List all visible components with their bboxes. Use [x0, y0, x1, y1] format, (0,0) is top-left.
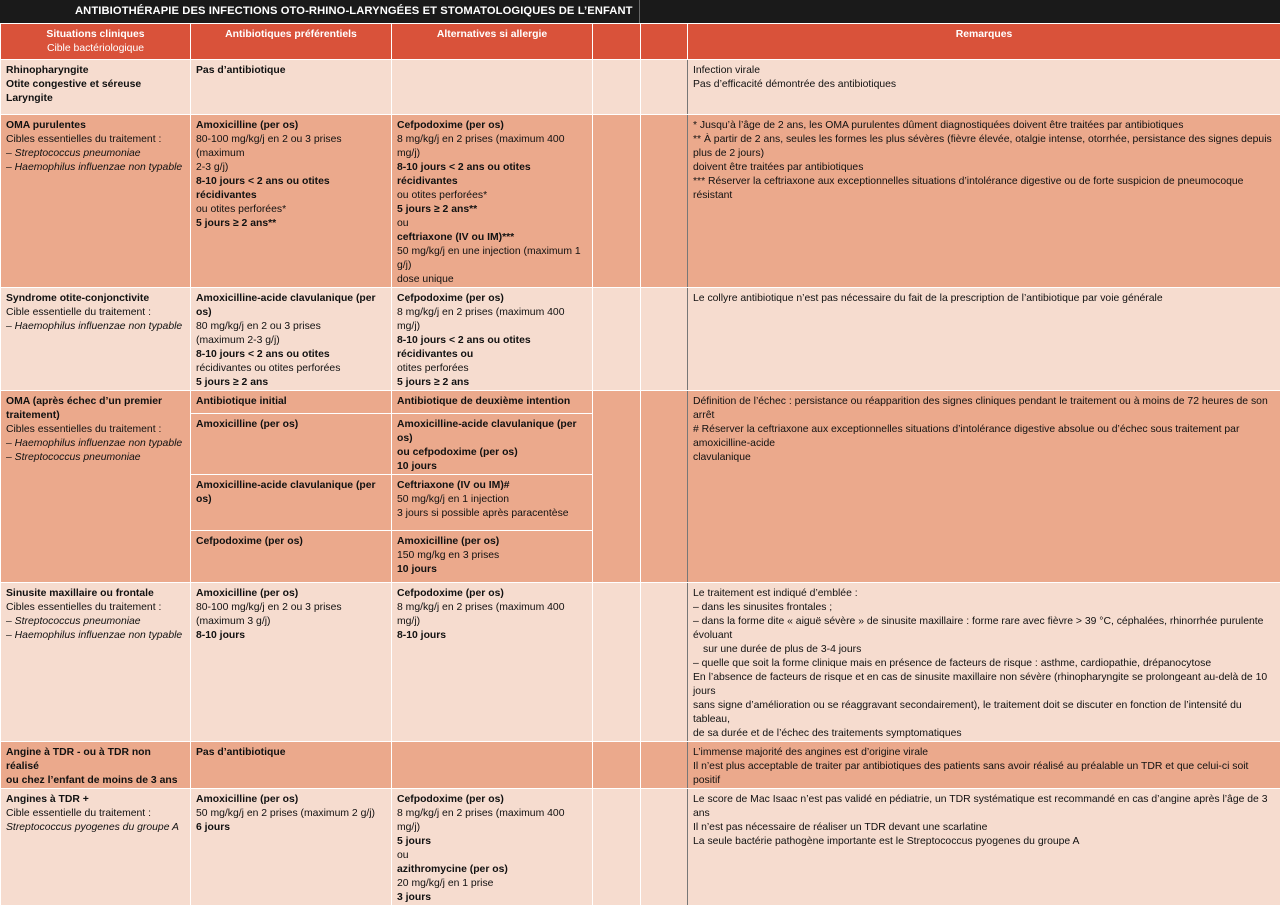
pref-cell: Amoxicilline (per os) 80-100 mg/kg/j en 2 ou 3 prises (maximum 2-3 g/j) 8-10 jours < 2 ans ou otites récidivantes ou otites perforées* 5 jours ≥ 2 ans** — [191, 115, 392, 288]
alt-subheader: Antibiotique de deuxième intention — [392, 391, 593, 414]
table-row — [1, 789, 1280, 906]
alt-cell: Cefpodoxime (per os) 8 mg/kg/j en 2 prises (maximum 400 mg/j) 8-10 jours < 2 ans ou otites récidivantes ou otites perforées 5 jours ≥ 2 ans — [392, 288, 593, 391]
pref-cell: Pas d’antibiotique — [191, 742, 392, 789]
header-preferentiels: Antibiotiques préférentiels — [191, 24, 392, 60]
situation-cell: Sinusite maxillaire ou frontale Cibles essentielles du traitement : – Streptococcus pneumoniae – Haemophilus influenzae non typable — [1, 583, 191, 742]
alt-cell — [392, 742, 593, 789]
pref-subheader: Antibiotique initial — [191, 391, 392, 414]
title-divider — [639, 0, 640, 23]
alt-cell: Cefpodoxime (per os) 8 mg/kg/j en 2 prises (maximum 400 mg/j) 5 jours ou azithromycine (per os) 20 mg/kg/j en 1 prise 3 jours — [392, 789, 593, 906]
header-empty — [641, 24, 688, 60]
header-alternatives: Alternatives si allergie — [392, 24, 593, 60]
situation-cell: Angine à TDR - ou à TDR non réalisé ou chez l’enfant de moins de 3 ans — [1, 742, 191, 789]
situation-cell: OMA purulentes Cibles essentielles du traitement : – Streptococcus pneumoniae – Haemophilus influenzae non typable — [1, 115, 191, 288]
header-remarques: Remarques — [688, 24, 1280, 60]
situation-cell: Rhinopharyngite Otite congestive et séreuse Laryngite — [1, 60, 191, 115]
pref-cell: Cefpodoxime (per os) — [191, 531, 392, 583]
pref-cell: Pas d’antibiotique — [191, 60, 392, 115]
alt-cell: Amoxicilline-acide clavulanique (per os) ou cefpodoxime (per os) 10 jours — [392, 414, 593, 475]
table-row — [1, 288, 1280, 391]
remarks-cell: Infection virale Pas d’efficacité démontrée des antibiotiques — [688, 60, 1280, 115]
table-row — [1, 115, 1280, 288]
remarks-cell: Le score de Mac Isaac n’est pas validé en pédiatrie, un TDR systématique est recommandé en cas d’angine après l’âge de 3 ans Il n’est pas nécessaire de réaliser un TDR devant une scarlatine La seule bactérie pathogène importante est le Streptococcus pyogenes du groupe A — [688, 789, 1280, 906]
table-row — [1, 742, 1280, 789]
antibiotic-table — [0, 23, 1280, 906]
situation-cell: Syndrome otite-conjonctivite Cible essentielle du traitement : – Haemophilus influenzae non typable — [1, 288, 191, 391]
remarks-cell: * Jusqu’à l’âge de 2 ans, les OMA purulentes dûment diagnostiquées doivent être traitées par antibiotiques ** À partir de 2 ans, seules les formes les plus sévères (fièvre élevée, otalgie intense, otorrhée, persistance des signes depuis plus de 2 jours) doivent être traitées par antibiotiques *** Réserver la ceftriaxone aux exceptionnelles situations d’intolérance digestive ou de forte suspicion de pneumocoque résistant — [688, 115, 1280, 288]
alt-cell: Cefpodoxime (per os) 8 mg/kg/j en 2 prises (maximum 400 mg/j) 8-10 jours — [392, 583, 593, 742]
situation-cell: OMA (après échec d’un premier traitement) Cibles essentielles du traitement : – Haemophilus influenzae non typable – Streptococcus pneumoniae — [1, 391, 191, 583]
pref-cell: Amoxicilline (per os) 50 mg/kg/j en 2 prises (maximum 2 g/j) 6 jours — [191, 789, 392, 906]
remarks-cell: L’immense majorité des angines est d’origine virale Il n’est plus acceptable de traiter par antibiotiques des patients sans avoir réalisé au préalable un TDR et que celui-ci soit positif — [688, 742, 1280, 789]
pref-cell: Amoxicilline-acide clavulanique (per os) 80 mg/kg/j en 2 ou 3 prises (maximum 2-3 g/j) 8-10 jours < 2 ans ou otites récidivantes ou otites perforées 5 jours ≥ 2 ans — [191, 288, 392, 391]
page-title: ANTIBIOTHÉRAPIE DES INFECTIONS OTO-RHINO-LARYNGÉES ET STOMATOLOGIQUES DE L’ENFANT — [75, 0, 633, 23]
header-row — [1, 24, 1280, 60]
alt-cell — [392, 60, 593, 115]
alt-cell: Cefpodoxime (per os) 8 mg/kg/j en 2 prises (maximum 400 mg/j) 8-10 jours < 2 ans ou otites récidivantes ou otites perforées* 5 jours ≥ 2 ans** ou ceftriaxone (IV ou IM)*** 50 mg/kg/j en une injection (maximum 1 g/j) dose unique — [392, 115, 593, 288]
header-empty — [593, 24, 641, 60]
table-row — [1, 60, 1280, 115]
header-situations: Situations cliniques Cible bactériologique — [1, 24, 191, 60]
pref-cell: Amoxicilline (per os) — [191, 414, 392, 475]
alt-cell: Ceftriaxone (IV ou IM)# 50 mg/kg/j en 1 injection 3 jours si possible après paracentèse — [392, 475, 593, 531]
remarks-cell: Le collyre antibiotique n’est pas nécessaire du fait de la prescription de l’antibiotique par voie générale — [688, 288, 1280, 391]
table-row — [1, 583, 1280, 742]
remarks-cell: Définition de l’échec : persistance ou réapparition des signes cliniques pendant le traitement ou à moins de 72 heures de son arrêt # Réserver la ceftriaxone aux exceptionnelles situations d’intolérance digestive absolue ou d’échec sous traitement par amoxicilline-acide clavulanique — [688, 391, 1280, 583]
alt-cell: Amoxicilline (per os) 150 mg/kg en 3 prises 10 jours — [392, 531, 593, 583]
pref-cell: Amoxicilline (per os) 80-100 mg/kg/j en 2 ou 3 prises (maximum 3 g/j) 8-10 jours — [191, 583, 392, 742]
table-row — [1, 391, 1280, 414]
situation-cell: Angines à TDR + Cible essentielle du traitement : Streptococcus pyogenes du groupe A — [1, 789, 191, 906]
remarks-cell: Le traitement est indiqué d’emblée : – dans les sinusites frontales ; – dans la forme dite « aiguë sévère » de sinusite maxillaire : forme rare avec fièvre > 39 °C, céphalées, rhinorrhée purulente évoluant sur une durée de plus de 3-4 jours – quelle que soit la forme clinique mais en présence de facteurs de risque : asthme, cardiopathie, drépanocytose En l’absence de facteurs de risque et en cas de sinusite maxillaire non sévère (rhinopharyngite se prolongeant au-delà de 10 jours sans signe d’amélioration ou se réaggravant secondairement), le traitement doit se discuter en fonction de l’intensité du tableau, de sa durée et de l’échec des traitements symptomatiques — [688, 583, 1280, 742]
pref-cell: Amoxicilline-acide clavulanique (per os) — [191, 475, 392, 531]
title-bar — [0, 0, 1280, 23]
